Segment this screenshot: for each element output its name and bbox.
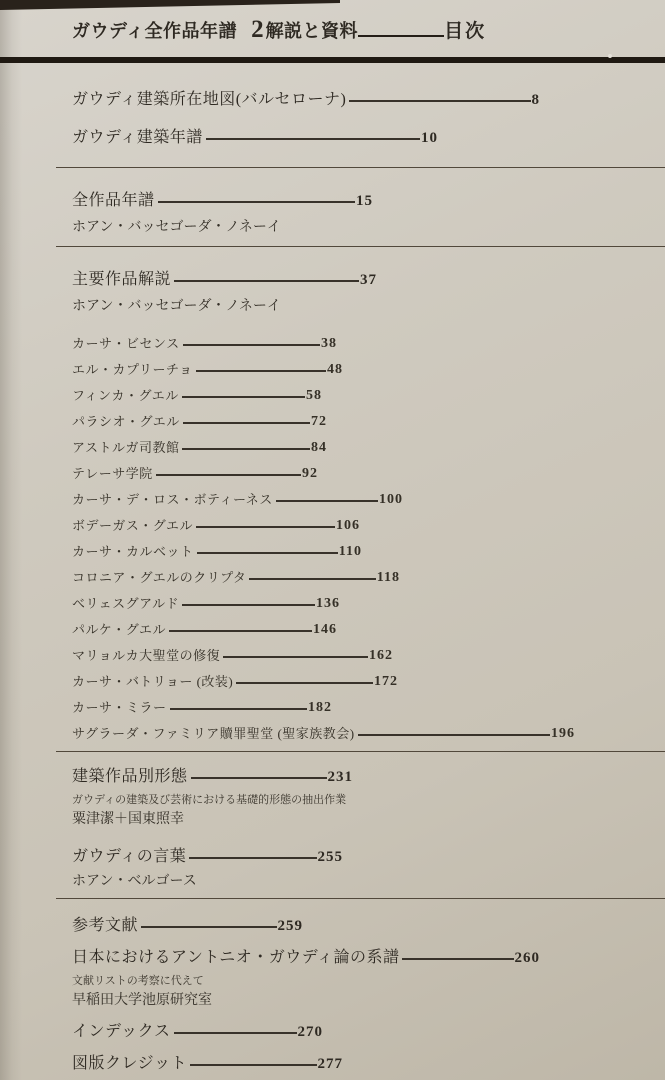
toc-page-number: 100: [379, 492, 403, 507]
toc-page-number: 10: [421, 130, 438, 146]
toc-entry-label: ガウディ建築年譜: [72, 129, 203, 146]
toc-leader-line: [236, 682, 373, 684]
toc-page-number: 118: [376, 570, 400, 585]
note-line: 文献リストの考察に代えて: [72, 975, 204, 987]
toc-leader-line: [191, 777, 327, 779]
toc-section: [56, 247, 665, 752]
toc-entry: [72, 913, 303, 939]
toc-entry: [72, 591, 340, 617]
toc-entry: [72, 409, 327, 435]
toc-page-number: 136: [316, 596, 340, 611]
toc-leader-line: [156, 474, 301, 476]
toc-leader-line: [174, 280, 359, 282]
toc-leader-line: [141, 926, 276, 928]
toc-page-number: 196: [551, 726, 575, 741]
toc-entry: [72, 331, 337, 357]
toc-entry: [72, 435, 327, 461]
toc-entry: [72, 721, 575, 747]
toc-entry: [72, 125, 438, 151]
toc-page-number: 72: [311, 414, 327, 429]
toc-entry-label: 全作品年譜: [72, 192, 155, 209]
toc-entry-label: 日本におけるアントニオ・ガウディ論の系譜: [72, 949, 400, 966]
toc-page-number: 110: [338, 544, 362, 559]
toc-leader-line: [158, 201, 355, 203]
toc-page-number: 38: [321, 336, 337, 351]
toc-entry: [72, 357, 343, 383]
toc-page-number: 255: [317, 849, 343, 865]
toc-leader-line: [358, 734, 550, 736]
toc-entry: [72, 844, 343, 870]
title-rule: [0, 57, 665, 63]
toc-entry-label: カーサ・カルベット: [72, 544, 194, 559]
toc-leader-line: [182, 396, 305, 398]
toc-entry: [72, 617, 337, 643]
toc-entry-label: マリョルカ大聖堂の修復: [72, 648, 221, 663]
toc-entry: [72, 669, 398, 695]
toc-page-number: 15: [356, 193, 373, 209]
toc-entry: [72, 764, 353, 790]
toc-page-number: 37: [360, 272, 377, 288]
toc-entry: [72, 461, 318, 487]
page-subtitle: 解説と資料: [265, 21, 359, 41]
toc-page-number: 172: [374, 674, 398, 689]
toc-page-number: 277: [317, 1056, 343, 1072]
toc-leader-line: [170, 708, 307, 710]
toc-entry-label: ガウディ建築所在地図(バルセローナ): [72, 91, 347, 108]
toc-leader-line: [189, 857, 316, 859]
paper-speck: [608, 54, 612, 58]
toc-entry-label: エル・カプリーチョ: [72, 362, 193, 377]
toc-page-number: 182: [308, 700, 332, 715]
toc-section: [56, 752, 665, 899]
toc-entry-label: コロニア・グエルのクリプタ: [72, 570, 247, 585]
toc-leader-line: [196, 526, 335, 528]
toc-entry: [72, 539, 362, 565]
author-line: 粟津潔＋国東照幸: [72, 812, 184, 827]
toc-entry: [72, 565, 400, 591]
toc-page-number: 270: [297, 1024, 323, 1040]
toc-page-number: 58: [306, 388, 322, 403]
toc-leader-line: [182, 448, 310, 450]
toc-leader-line: [183, 422, 310, 424]
toc-leader-line: [276, 500, 378, 502]
toc-leader-line: [223, 656, 368, 658]
toc-leader-line: [182, 604, 315, 606]
table-of-contents: [0, 63, 665, 1077]
toc-section: [56, 63, 665, 168]
toc-page-number: 8: [531, 92, 540, 108]
toc-leader-line: [196, 370, 326, 372]
toc-leader-line: [402, 958, 513, 960]
toc-entry: [72, 188, 373, 214]
toc-entry: [72, 1019, 323, 1045]
toc-leader-line: [206, 138, 420, 140]
toc-entry-label: ガウディの言葉: [72, 848, 187, 865]
toc-entry: [72, 643, 393, 669]
toc-entry: [72, 1051, 343, 1077]
toc-entry-label: 主要作品解説: [72, 271, 172, 288]
toc-leader-line: [174, 1032, 297, 1034]
toc-entry: [72, 945, 540, 971]
toc-leader-line: [190, 1064, 316, 1066]
toc-leader-line: [183, 344, 320, 346]
toc-section: [56, 168, 665, 247]
toc-page-number: 146: [313, 622, 337, 637]
toc-entry-label: ボデーガス・グエル: [72, 518, 193, 533]
toc-entry-label: テレーサ学院: [72, 466, 153, 481]
toc-entry-label: フィンカ・グエル: [72, 388, 179, 403]
toc-entry-label: パラシオ・グエル: [72, 414, 180, 429]
toc-page-number: 48: [327, 362, 343, 377]
toc-leader-line: [169, 630, 312, 632]
toc-entry: [72, 513, 360, 539]
toc-entry: [72, 383, 322, 409]
volume-number: 2: [251, 16, 264, 43]
toc-page-number: 92: [302, 466, 318, 481]
header-leader-line: [358, 35, 444, 37]
toc-page-number: 84: [311, 440, 327, 455]
toc-page-number: 260: [514, 950, 540, 966]
author-line: ホアン・バッセゴーダ・ノネーイ: [72, 299, 281, 314]
toc-leader-line: [197, 552, 338, 554]
toc-entry-label: 参考文献: [72, 917, 139, 934]
toc-entry-label: アストルガ司教館: [72, 440, 180, 455]
toc-entry-label: サグラーダ・ファミリア贖罪聖堂 (聖家族教会): [72, 726, 355, 741]
toc-entry-label: カーサ・ミラー: [72, 700, 167, 715]
toc-leader-line: [249, 578, 375, 580]
toc-page-number: 162: [369, 648, 393, 663]
toc-entry-label: 建築作品別形態: [72, 768, 188, 785]
toc-section: [56, 899, 665, 1077]
toc-entry: [72, 487, 403, 513]
toc-page-number: 259: [277, 918, 303, 934]
author-line: ホアン・バッセゴーダ・ノネーイ: [72, 220, 281, 235]
note-line: ガウディの建築及び芸術における基礎的形態の抽出作業: [72, 794, 347, 806]
author-line: ホアン・ベルゴース: [72, 874, 197, 889]
toc-leader-line: [349, 100, 530, 102]
toc-entry: [72, 695, 332, 721]
toc-entry-label: インデックス: [72, 1023, 171, 1040]
toc-entry-label: パルケ・グエル: [72, 622, 166, 637]
toc-entry-label: カーサ・バトリョー (改装): [72, 674, 234, 689]
toc-label: 目次: [444, 21, 487, 42]
page-title: ガウディ全作品年譜: [72, 21, 238, 41]
toc-page-number: 231: [327, 769, 353, 785]
toc-entry-label: 図版クレジット: [72, 1055, 188, 1072]
toc-entry-label: カーサ・デ・ロス・ボティーネス: [72, 492, 273, 507]
author-line: 早稲田大学池原研究室: [72, 993, 212, 1008]
toc-entry-label: カーサ・ビセンス: [72, 336, 180, 351]
toc-entry: [72, 267, 377, 293]
toc-page-number: 106: [336, 518, 360, 533]
toc-entry-label: ベリェスグアルド: [72, 596, 180, 611]
toc-entry: [72, 87, 540, 113]
